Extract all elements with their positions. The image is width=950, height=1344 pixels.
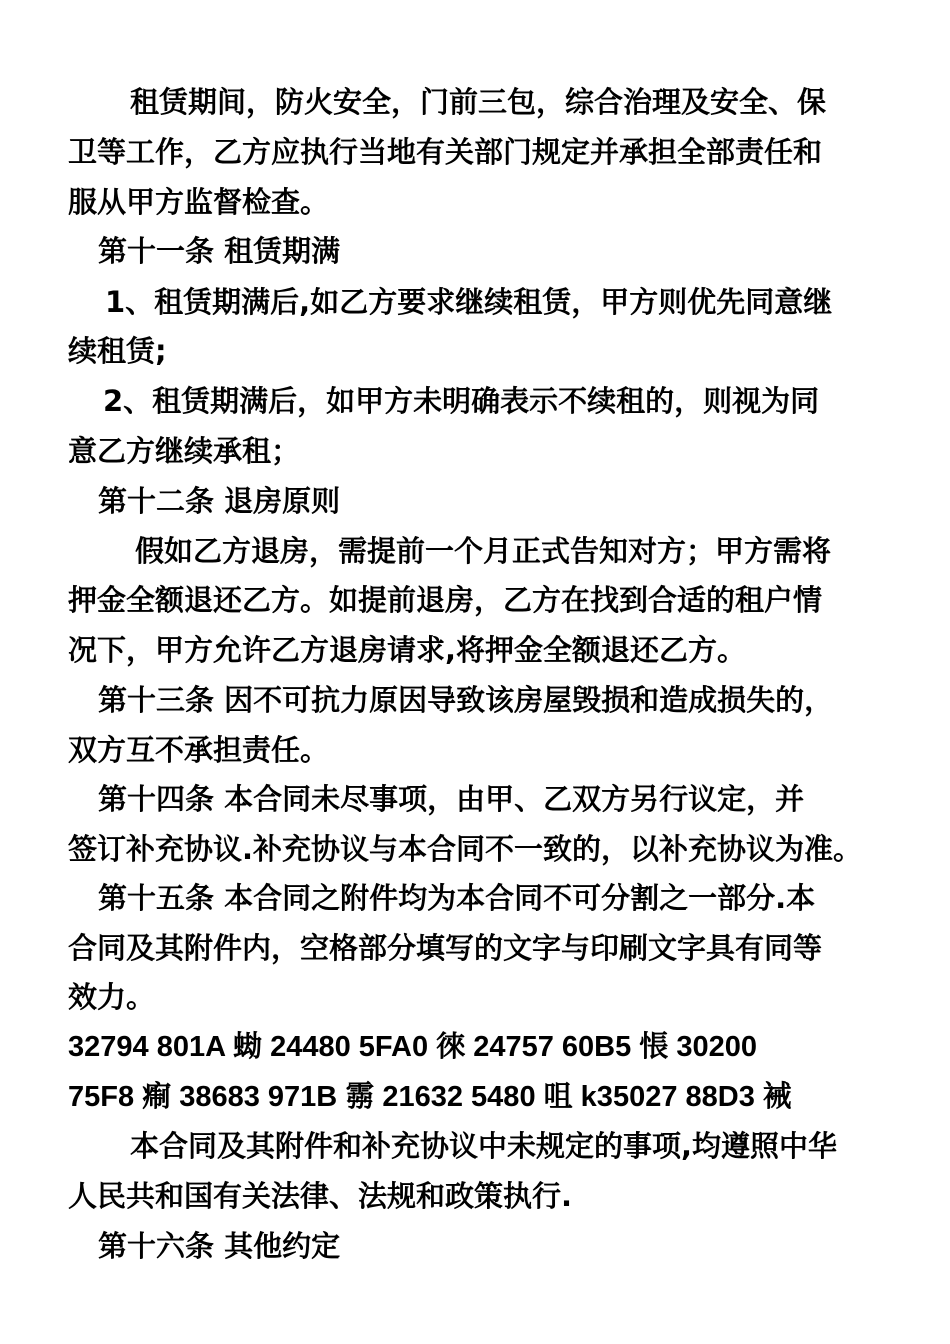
paragraph-line: 合同及其附件内，空格部分填写的文字与印刷文字具有同等 (68, 931, 823, 965)
paragraph-line: 续租赁; (68, 334, 167, 368)
code-line: 75F8 痸 38683 971B 霛 21632 5480 咀 k35027 88D3 裓 (68, 1081, 792, 1113)
paragraph-line: 况下，甲方允许乙方退房请求,将押金全额退还乙方。 (68, 633, 747, 667)
section-heading: 第十一条 租赁期满 (98, 234, 341, 268)
paragraph-line: 人民共和国有关法律、法规和政策执行. (68, 1179, 573, 1213)
paragraph-line: 本合同及其附件和补充协议中未规定的事项,均遵照中华 (130, 1129, 838, 1163)
section-heading: 第十二条 退房原则 (98, 484, 341, 518)
section-heading: 第十五条 本合同之附件均为本合同不可分割之一部分.本 (98, 881, 816, 915)
paragraph-line: 假如乙方退房，需提前一个月正式告知对方；甲方需将 (135, 534, 832, 568)
paragraph-line: 效力。 (68, 980, 156, 1014)
paragraph-line: 双方互不承担责任。 (68, 733, 330, 767)
section-heading: 第十三条 因不可抗力原因导致该房屋毁损和造成损失的， (98, 683, 834, 717)
section-heading: 第十四条 本合同未尽事项，由甲、乙双方另行议定，并 (98, 782, 805, 816)
paragraph-line: 押金全额退还乙方。如提前退房，乙方在找到合适的租户情 (68, 583, 823, 617)
paragraph-line: 租赁期间，防火安全，门前三包，综合治理及安全、保 (130, 85, 827, 119)
section-heading: 第十六条 其他约定 (98, 1229, 341, 1263)
code-line: 32794 801A 蜐 24480 5FA0 徠 24757 60B5 悵 30200 (68, 1031, 757, 1063)
paragraph-line: 意乙方继续承租； (68, 434, 301, 468)
list-item: 1、租赁期满后,如乙方要求继续租赁，甲方则优先同意继 (105, 285, 833, 319)
paragraph-line: 卫等工作，乙方应执行当地有关部门规定并承担全部责任和 (68, 135, 823, 169)
paragraph-line: 签订补充协议.补充协议与本合同不一致的，以补充协议为准。 (68, 832, 863, 866)
paragraph-line: 服从甲方监督检查。 (68, 185, 330, 219)
list-item: 2、租赁期满后，如甲方未明确表示不续租的，则视为同 (103, 384, 820, 418)
